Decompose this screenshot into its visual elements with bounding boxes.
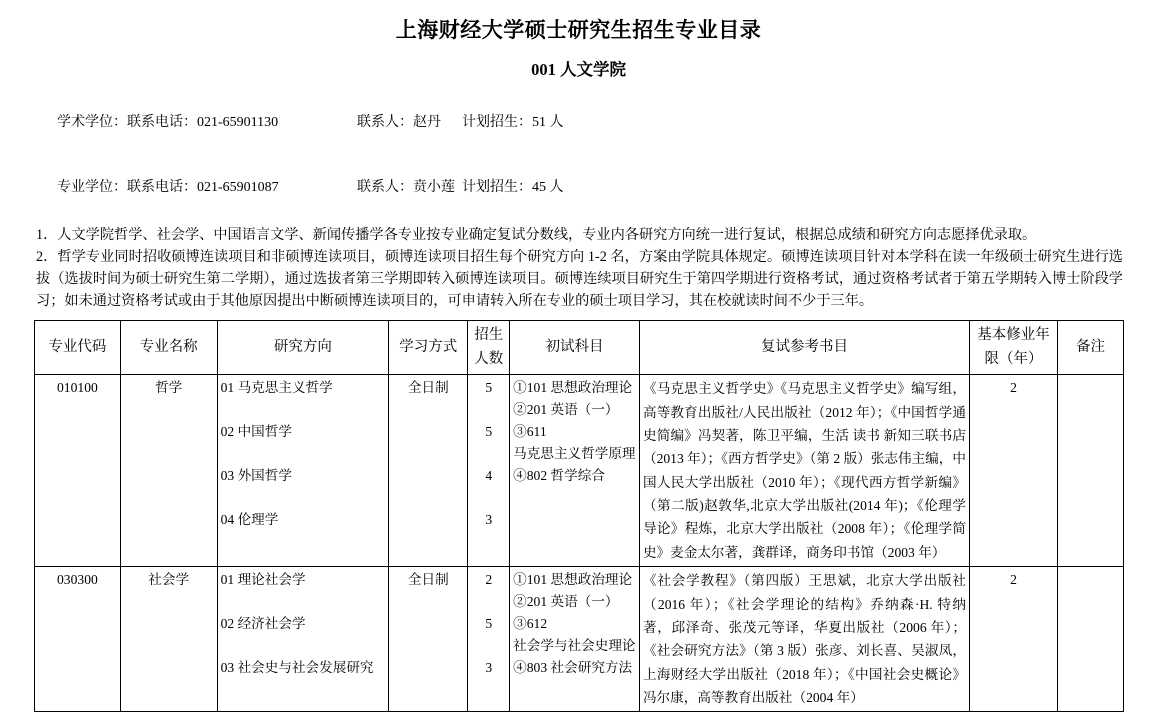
academic-enrollment-plan: 计划招生：51 人 [462, 115, 564, 131]
cell-major-code: 030300 [35, 567, 121, 712]
note-item-1: 1．人文学院哲学、社会学、中国语言文学、新闻传播学各专业按专业确定复试分数线，专业内各研究方向统一进行复试，根据总成绩和研究方向志愿择优录取。 [36, 226, 1037, 243]
cell-major-name: 哲学 [120, 375, 217, 567]
list-item: 5 [485, 380, 493, 396]
contact-block [36, 90, 1157, 220]
list-item: 3 [485, 512, 493, 528]
table-body [35, 375, 1124, 712]
column-header-books: 复试参考书目 [639, 321, 969, 375]
list-item: ①101 思想政治理论 [513, 380, 633, 396]
cell-reference-books [639, 375, 969, 567]
cell-research-directions [217, 375, 389, 567]
contact-line-professional [36, 156, 1157, 221]
list-item: 马克思主义哲学原理 [513, 446, 636, 462]
table-row [35, 375, 1124, 567]
professional-contact-person: 联系人：贲小莲 [357, 180, 455, 196]
column-header-remark: 备注 [1057, 321, 1123, 375]
column-header-enrollment-line1: 招生 [474, 327, 504, 344]
professional-enrollment-plan: 计划招生：45 人 [462, 180, 564, 196]
cell-exam-subjects [510, 375, 640, 567]
list-item: 03 外国哲学 [220, 468, 292, 484]
academic-degree-phone: 学术学位：联系电话：021-65901130 [57, 115, 279, 131]
college-title: 001 人文学院 [531, 60, 626, 80]
cell-study-mode: 全日制 [389, 567, 468, 712]
cell-enrollment-numbers [468, 375, 510, 567]
list-item: 03 社会史与社会发展研究 [220, 660, 374, 676]
academic-contact-person: 联系人：赵丹 [357, 115, 441, 131]
column-header-years-line2: 限（年） [984, 350, 1043, 367]
cell-remark [1057, 567, 1123, 712]
column-header-exam: 初试科目 [510, 321, 640, 375]
notes-block [36, 224, 1123, 313]
list-item: 02 经济社会学 [220, 616, 306, 632]
column-header-direction: 研究方向 [217, 321, 389, 375]
majors-catalog-table [34, 320, 1124, 712]
table-header-row [35, 321, 1124, 375]
column-header-years-line1: 基本修业年 [977, 327, 1050, 344]
column-header-name: 专业名称 [120, 321, 217, 375]
reference-books-text: 《社会学教程》（第四版）王思斌，北京大学出版社（2016 年）；《社会学理论的结构》乔纳森·H. 特纳著，邱泽奇、张茂元等译，华夏出版社（2006 年）；《社会研究方法》（第 3 版）张彦、刘长喜、吴淑凤，上海财经大学出版社（2018 年）；《中国社会史概论》冯尔康，高等教育出版社（2004 年） [642, 573, 966, 706]
list-item: 02 中国哲学 [220, 424, 292, 440]
cell-study-years: 2 [969, 375, 1057, 567]
professional-degree-phone: 专业学位：联系电话：021-65901087 [57, 180, 279, 196]
list-item: ②201 英语（一）③611 [513, 402, 619, 440]
cell-study-years: 2 [969, 567, 1057, 712]
column-header-enrollment-line2: 人数 [474, 350, 504, 367]
list-item: ④802 哲学综合 [513, 468, 605, 484]
column-header-years [969, 321, 1057, 375]
column-header-code: 专业代码 [35, 321, 121, 375]
cell-major-name: 社会学 [120, 567, 217, 712]
list-item: ①101 思想政治理论 [513, 572, 633, 588]
page-title: 上海财经大学硕士研究生招生专业目录 [395, 18, 762, 42]
list-item: ②201 英语（一）③612 [513, 594, 619, 632]
cell-exam-subjects [510, 567, 640, 712]
cell-remark [1057, 375, 1123, 567]
list-item: 04 伦理学 [220, 512, 279, 528]
cell-research-directions [217, 567, 389, 712]
reference-books-text: 《马克思主义哲学史》《马克思主义哲学史》编写组，高等教育出版社/人民出版社（2012 年）；《中国哲学通史简编》冯契著，陈卫平编，生活 读书 新知三联书店（2013 年）；《西方哲学史》（第 2 版）张志伟主编，中国人民大学出版社（2010 年）；《现代西方哲学新编》（第二版)赵敦华,北京大学出版社(2014 年)；《伦理学导论》程炼，北京大学出版社（2008 年）；《伦理学简史》麦金太尔著，龚群译，商务印书馆（2003 年） [642, 381, 966, 560]
table-row [35, 567, 1124, 712]
contact-line-academic [36, 90, 1157, 155]
cell-study-mode: 全日制 [389, 375, 468, 567]
list-item: 社会学与社会史理论 [513, 638, 636, 654]
column-header-enrollment [468, 321, 510, 375]
list-item: 5 [485, 616, 493, 632]
list-item: ④803 社会研究方法 [513, 660, 633, 676]
list-item: 01 马克思主义哲学 [220, 380, 333, 396]
list-item: 3 [485, 660, 493, 676]
note-item-2: 2．哲学专业同时招收硕博连读项目和非硕博连读项目，硕博连读项目招生每个研究方向 1-2 名，方案由学院具体规定。硕博连读项目针对本学科在读一年级硕士研究生进行选拔（选拔时间为硕士研究生第二学期），通过选拔者第三学期即转入硕博连读项目。硕博连续项目研究生于第四学期进行资格考试，通过资格考试者于第五学期转入博士阶段学习；如未通过资格考试或由于其他原因提出中断硕博连读项目的，可申请转入所在专业的硕士项目学习，其在校就读时间不少于三年。 [36, 248, 1123, 310]
list-item: 5 [485, 424, 493, 440]
cell-enrollment-numbers [468, 567, 510, 712]
list-item: 01 理论社会学 [220, 572, 306, 588]
column-header-mode: 学习方式 [389, 321, 468, 375]
cell-reference-books [639, 567, 969, 712]
list-item: 4 [485, 468, 493, 484]
cell-major-code: 010100 [35, 375, 121, 567]
list-item: 2 [485, 572, 493, 588]
